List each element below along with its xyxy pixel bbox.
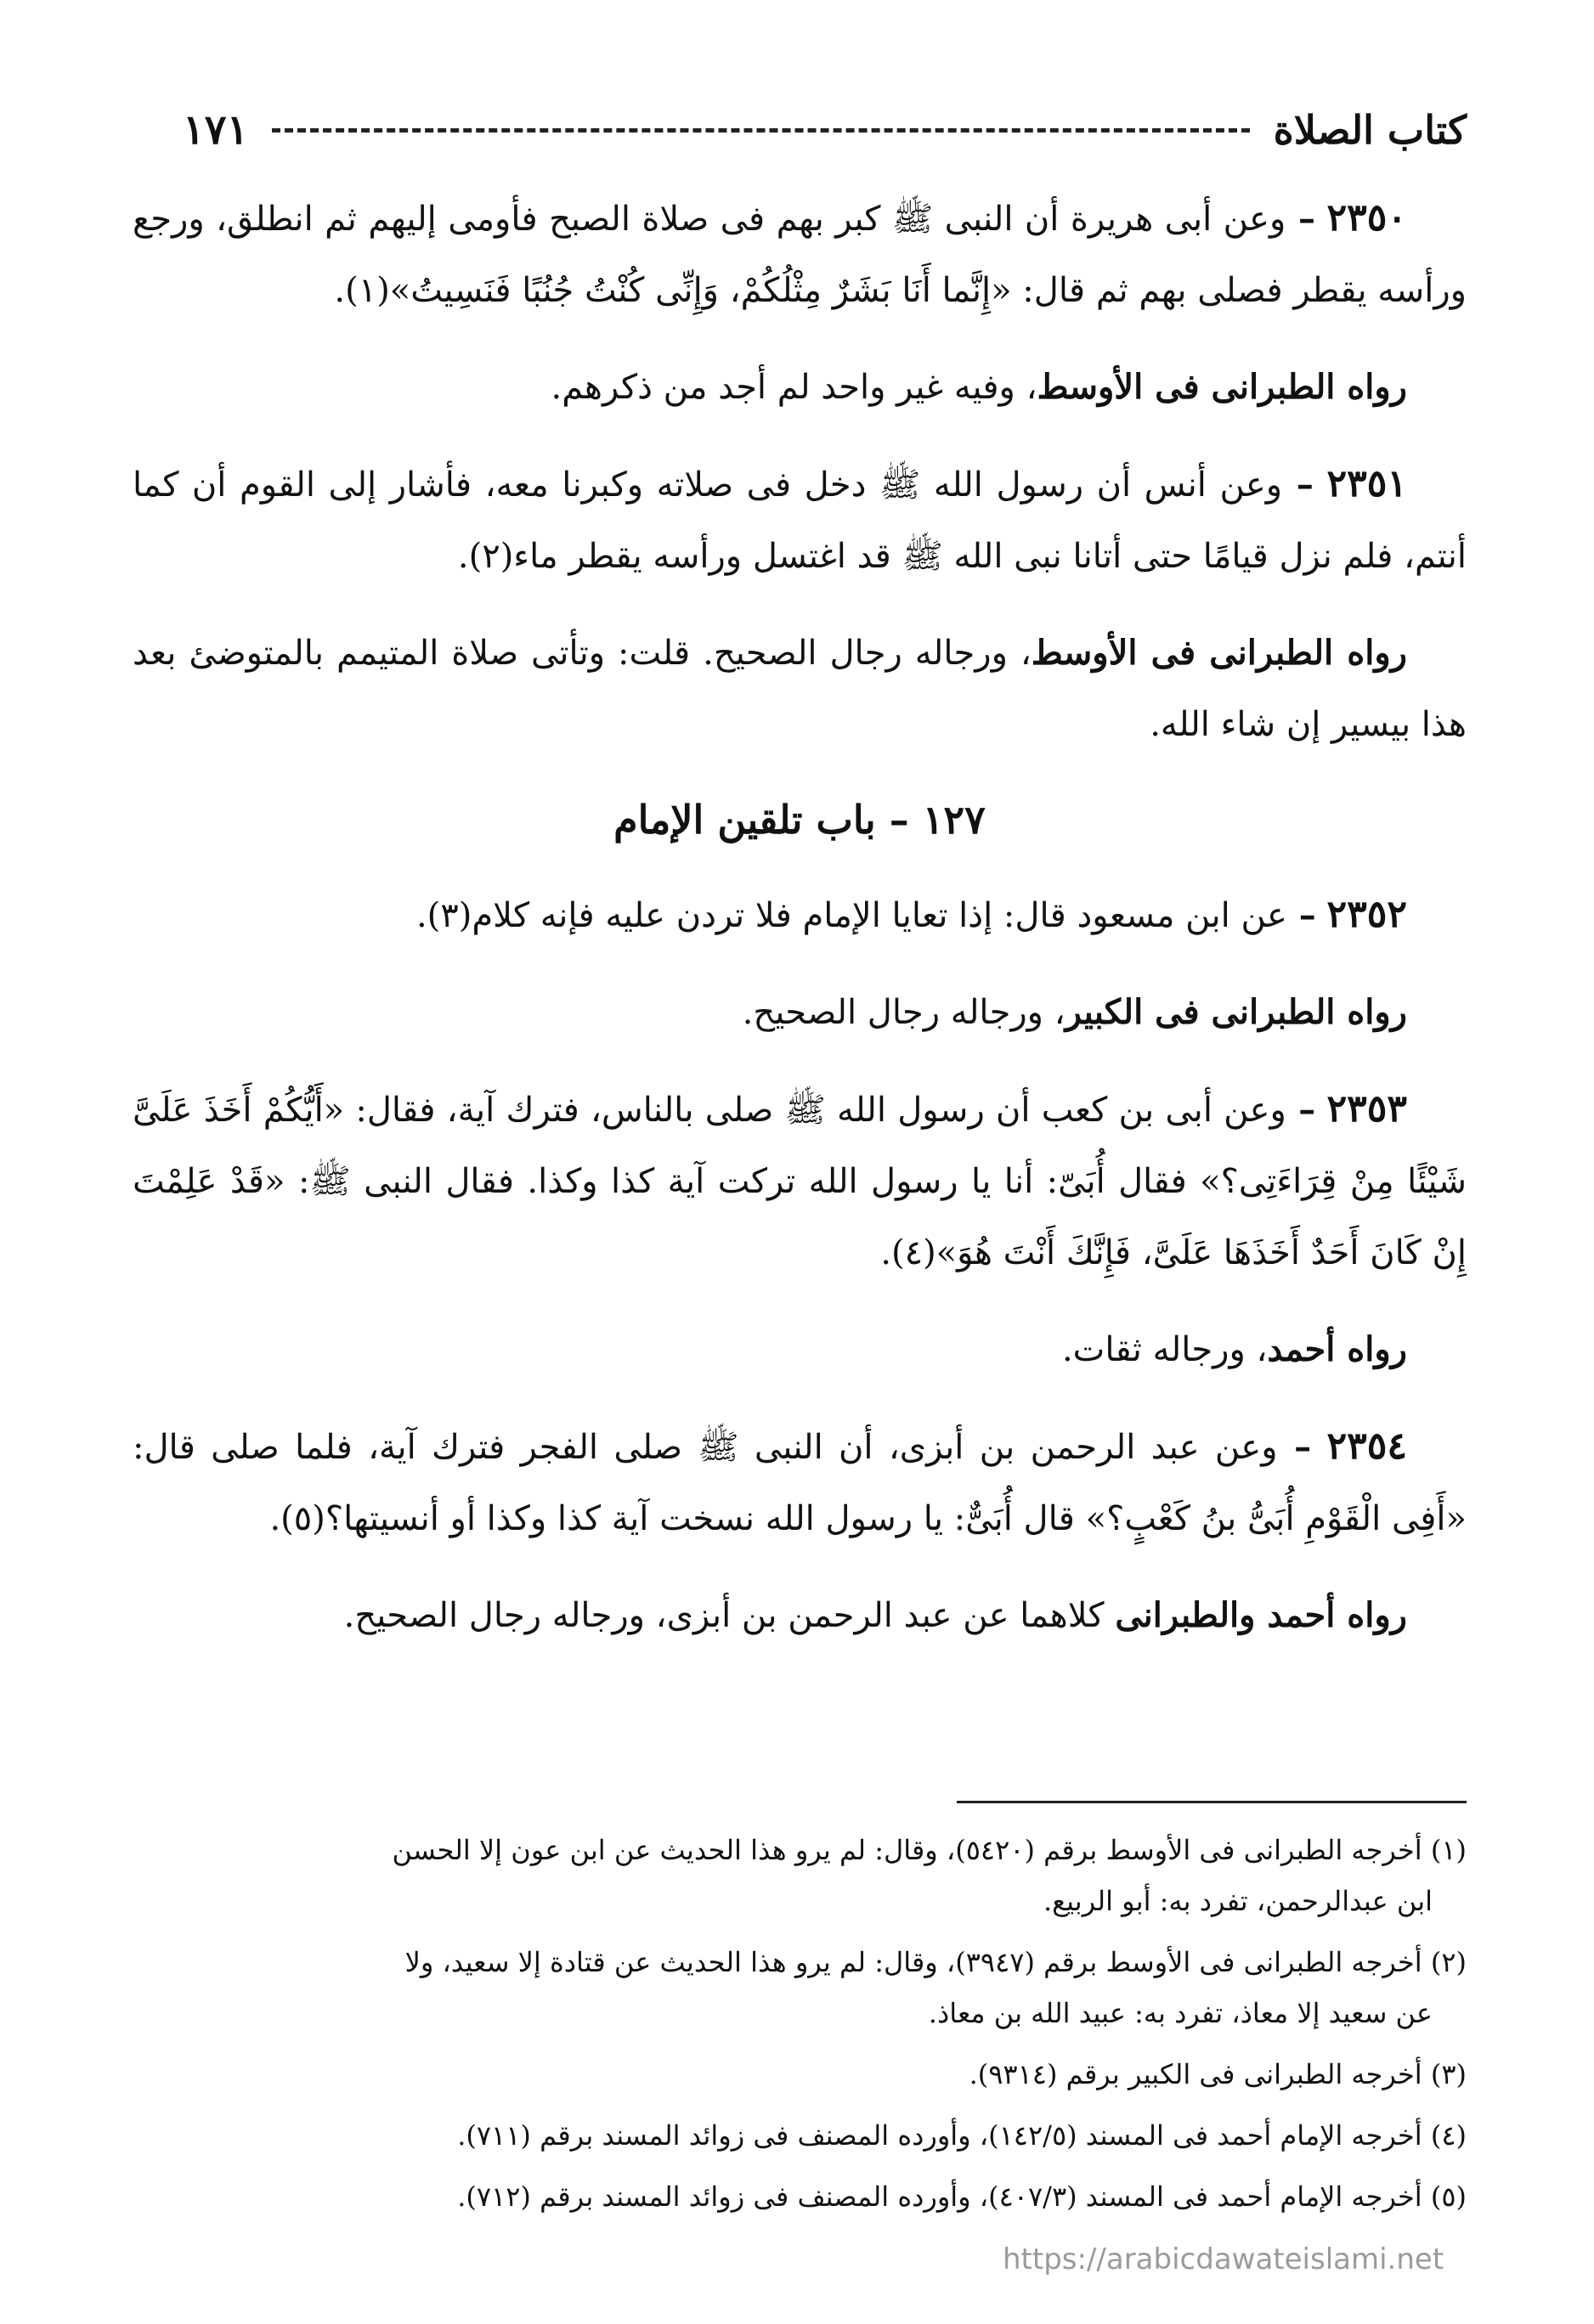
hadith-text: وعن أنس أن رسول الله ﷺ دخل فى صلاته وكبرنا معه، فأشار إلى القوم أن كما أنتم، فلم نزل قيامًا حتى أتانا نبى الله ﷺ قد اغتسل ورأسه يقطر ماء(٢). — [133, 465, 1467, 576]
footnote-marker: (٥) — [1430, 2180, 1467, 2213]
footnote-2 — [133, 1937, 1467, 2039]
narration-source: رواه أحمد والطبرانى — [1115, 1595, 1407, 1635]
hadith-text: وعن أبى بن كعب أن رسول الله ﷺ صلى بالناس، فترك آية، فقال: «أَيُّكُمْ أَخَذَ عَلَىَّ شَيْئًا مِنْ قِرَاءَتِى؟» فقال أُبَىّ: أنا يا رسول الله تركت آية كذا وكذا. فقال النبى ﷺ: «قَدْ عَلِمْتَ إِنْ كَانَ أَحَدٌ أَخَذَهَا عَلَىَّ، فَإِنَّكَ أَنْتَ هُوَ»(٤). — [133, 1091, 1467, 1272]
footnote-text: أخرجه الطبرانى فى الكبير برقم (٩٣١٤). — [969, 2058, 1422, 2090]
footnote-text: أخرجه الطبرانى فى الأوسط برقم (٥٤٢٠)، وقال: لم يرو هذا الحديث عن ابن عون إلا الحسن — [392, 1834, 1422, 1866]
footnote-3 — [133, 2049, 1467, 2100]
hadith-2353 — [133, 1074, 1467, 1289]
footnote-continuation: عن سعيد إلا معاذ، تفرد به: عبيد الله بن معاذ. — [928, 1997, 1433, 2029]
hadith-text: عن ابن مسعود قال: إذا تعايا الإمام فلا تردن عليه فإنه كلام(٣). — [415, 896, 1287, 935]
dash: – — [1286, 895, 1316, 935]
dash: – — [1282, 465, 1314, 505]
footnotes — [133, 1825, 1467, 2232]
narration-source: رواه الطبرانى فى الأوسط — [1031, 633, 1407, 673]
footnote-4 — [133, 2110, 1467, 2161]
narration-comment: ، وفيه غير واحد لم أجد من ذكرهم. — [551, 368, 1037, 407]
header-rule — [272, 128, 1249, 133]
hadith-2351 — [133, 448, 1467, 592]
chapter-title: كتاب الصلاة — [1273, 107, 1467, 153]
hadith-number: ٢٣٥٤ — [1326, 1424, 1408, 1468]
narration-2353 — [133, 1314, 1467, 1385]
hadith-text: وعن أبى هريرة أن النبى ﷺ كبر بهم فى صلاة الصبح فأومى إليهم ثم انطلق، ورجع ورأسه يقطر فصلى بهم ثم قال: «إِنَّما أَنَا بَشَرٌ مِثْلُكُمْ، وَإِنِّى كُنْتُ جُنُبًا فَنَسِيتُ»(١). — [133, 200, 1467, 310]
footnote-text: أخرجه الطبرانى فى الأوسط برقم (٣٩٤٧)، وقال: لم يرو هذا الحديث عن قتادة إلا سعيد، ولا — [404, 1946, 1422, 1978]
main-text — [133, 183, 1467, 1677]
hadith-number: ٢٣٥٢ — [1326, 893, 1407, 936]
narration-comment: كلاهما عن عبد الرحمن بن أبزى، ورجاله رجال الصحيح. — [343, 1596, 1116, 1635]
dash: – — [1277, 1427, 1312, 1467]
footnote-text: أخرجه الإمام أحمد فى المسند (٤٠٧/٣)، وأورده المصنف فى زوائد المسند برقم (٧١٢). — [457, 2180, 1422, 2213]
footnote-text: أخرجه الإمام أحمد فى المسند (١٤٢/٥)، وأورده المصنف فى زوائد المسند برقم (٧١١). — [457, 2119, 1422, 2152]
footnote-5 — [133, 2171, 1467, 2222]
hadith-number: ٢٣٥٣ — [1326, 1087, 1407, 1131]
footnote-marker: (٢) — [1430, 1946, 1467, 1978]
dash: – — [1286, 1090, 1316, 1130]
dash: – — [1286, 199, 1315, 239]
hadith-number: ٢٣٥١ — [1326, 462, 1407, 505]
narration-source: رواه أحمد — [1267, 1329, 1407, 1369]
narration-comment: ، ورجاله ثقات. — [1061, 1330, 1268, 1369]
footnote-continuation: ابن عبدالرحمن، تفرد به: أبو الربيع. — [1043, 1885, 1433, 1917]
narration-2352 — [133, 977, 1467, 1048]
footnote-marker: (٣) — [1430, 2058, 1467, 2090]
footnote-1 — [133, 1825, 1467, 1926]
narration-2350 — [133, 352, 1467, 423]
running-header — [183, 100, 1467, 160]
hadith-text: وعن عبد الرحمن بن أبزى، أن النبى ﷺ صلى الفجر فترك آية، فلما صلى قال: «أَفِى الْقَوْمِ أُبَىُّ بنُ كَعْبٍ؟» قال أُبَىٌّ: يا رسول الله نسخت آية كذا وكذا أو أنسيتها؟(٥). — [133, 1428, 1467, 1538]
narration-2351 — [133, 618, 1467, 760]
hadith-2352 — [133, 879, 1467, 951]
footnote-separator — [957, 1801, 1467, 1803]
hadith-2354 — [133, 1411, 1467, 1554]
hadith-2350 — [133, 183, 1467, 326]
footnote-marker: (١) — [1430, 1834, 1467, 1866]
hadith-number: ٢٣٥٠ — [1326, 196, 1407, 240]
footnote-marker: (٤) — [1430, 2119, 1467, 2152]
narration-2354 — [133, 1580, 1467, 1651]
narration-source: رواه الطبرانى فى الكبير — [1065, 992, 1407, 1032]
narration-source: رواه الطبرانى فى الأوسط — [1037, 367, 1407, 407]
watermark-url: https://arabicdawateislami.net — [1003, 2242, 1444, 2276]
narration-comment: ، ورجاله رجال الصحيح. قلت: وتأتى صلاة المتيمم بالمتوضئ بعد هذا بيسير إن شاء الله. — [133, 634, 1467, 744]
narration-comment: ، ورجاله رجال الصحيح. — [742, 993, 1065, 1032]
page-number: ١٧١ — [183, 106, 249, 154]
section-heading: ١٢٧ – باب تلقين الإمام — [613, 797, 986, 843]
